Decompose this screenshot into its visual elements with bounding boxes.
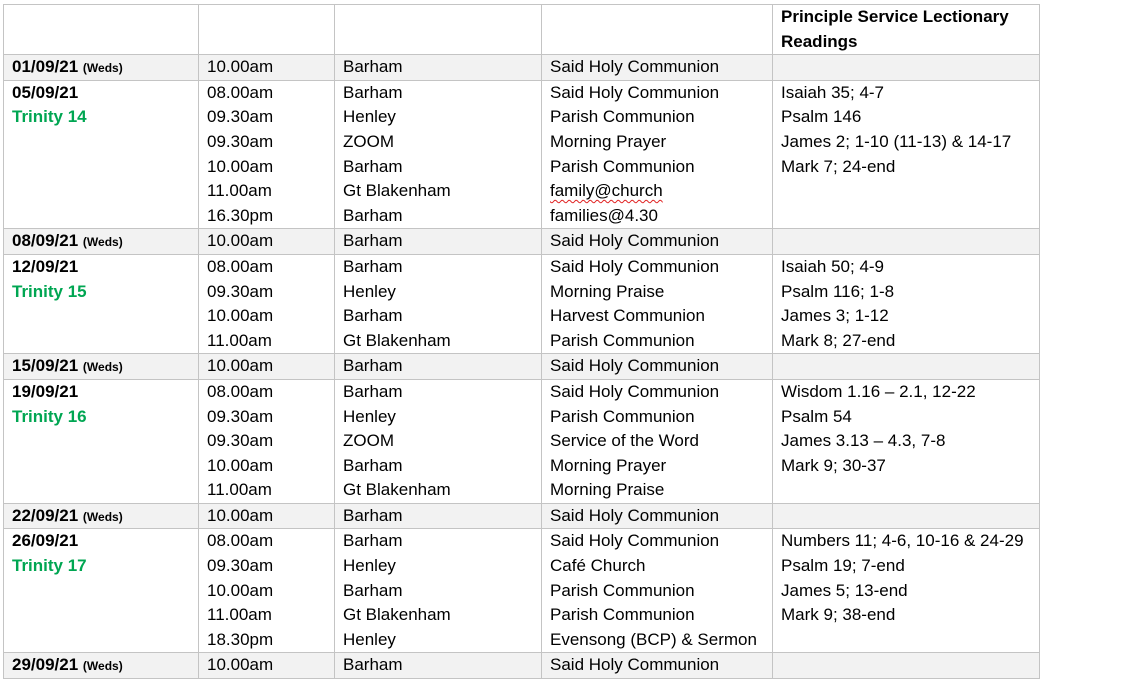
header-row xyxy=(4,5,1040,55)
midweek-row xyxy=(4,503,1040,529)
service-cell xyxy=(542,254,773,353)
service-place: Barham xyxy=(343,156,403,176)
service-name: Said Holy Communion xyxy=(550,531,720,551)
service-cell xyxy=(542,354,773,380)
service-time: 10.00am xyxy=(207,455,274,475)
readings-cell xyxy=(773,653,1040,679)
service-name: Said Holy Communion xyxy=(550,256,720,276)
service-place: Barham xyxy=(343,82,403,102)
service-cell xyxy=(542,80,773,229)
place-cell xyxy=(335,503,542,529)
service-place: Henley xyxy=(343,107,396,127)
place-cell xyxy=(335,55,542,81)
service-place: Henley xyxy=(343,281,396,301)
midweek-row xyxy=(4,354,1040,380)
service-time: 08.00am xyxy=(207,256,274,276)
place-cell xyxy=(335,653,542,679)
service-time: 10.00am xyxy=(207,231,274,251)
service-name: Morning Praise xyxy=(550,281,665,301)
midweek-row xyxy=(4,229,1040,255)
service-place: Gt Blakenham xyxy=(343,181,451,201)
service-time: 08.00am xyxy=(207,381,274,401)
date-cell xyxy=(4,354,199,380)
service-place: Henley xyxy=(343,629,396,649)
reading: Isaiah 35; 4-7 xyxy=(781,82,885,102)
time-cell xyxy=(199,80,335,229)
service-name: Evensong (BCP) & Sermon xyxy=(550,629,757,649)
date-line xyxy=(12,354,190,379)
service-place: Barham xyxy=(343,205,403,225)
readings-cell xyxy=(773,80,1040,229)
date-cell xyxy=(4,379,199,503)
date-label: 01/09/21 xyxy=(12,57,79,77)
service-place: Barham xyxy=(343,455,403,475)
sunday-name: Trinity 15 xyxy=(12,281,87,301)
place-cell xyxy=(335,379,542,503)
service-place: Barham xyxy=(343,356,403,376)
date-label: 19/09/21 xyxy=(12,381,79,401)
time-cell xyxy=(199,529,335,653)
readings-cell xyxy=(773,379,1040,503)
reading: Mark 8; 27-end xyxy=(781,330,896,350)
weekday-tag: (Weds) xyxy=(82,659,123,674)
service-time: 10.00am xyxy=(207,306,274,326)
sunday-row xyxy=(4,529,1040,653)
service-time: 08.00am xyxy=(207,82,274,102)
service-time: 09.30am xyxy=(207,556,274,576)
service-name: Said Holy Communion xyxy=(550,231,720,251)
sunday-name: Trinity 16 xyxy=(12,406,87,426)
service-time: 18.30pm xyxy=(207,629,274,649)
header-cell-time xyxy=(199,5,335,55)
service-name: Harvest Communion xyxy=(550,306,705,326)
service-time: 10.00am xyxy=(207,655,274,675)
readings-cell xyxy=(773,254,1040,353)
service-place: Gt Blakenham xyxy=(343,605,451,625)
service-name: Parish Communion xyxy=(550,330,695,350)
service-time: 10.00am xyxy=(207,580,274,600)
date-cell xyxy=(4,529,199,653)
date-line xyxy=(12,55,190,80)
service-name: Parish Communion xyxy=(550,406,695,426)
date-cell xyxy=(4,653,199,679)
date-label: 12/09/21 xyxy=(12,256,79,276)
time-cell xyxy=(199,55,335,81)
service-place: Gt Blakenham xyxy=(343,330,451,350)
time-cell xyxy=(199,653,335,679)
service-place: Barham xyxy=(343,57,403,77)
time-cell xyxy=(199,379,335,503)
time-cell xyxy=(199,229,335,255)
date-line xyxy=(12,653,190,678)
place-cell xyxy=(335,354,542,380)
service-place: Barham xyxy=(343,256,403,276)
readings-cell xyxy=(773,354,1040,380)
readings-cell xyxy=(773,55,1040,81)
service-name: Morning Praise xyxy=(550,480,665,500)
reading: Mark 7; 24-end xyxy=(781,156,896,176)
service-time: 10.00am xyxy=(207,57,274,77)
weekday-tag: (Weds) xyxy=(82,61,123,76)
service-place: Henley xyxy=(343,556,396,576)
service-place: Barham xyxy=(343,580,403,600)
date-cell xyxy=(4,55,199,81)
service-schedule-table xyxy=(3,4,1040,679)
reading: Psalm 146 xyxy=(781,107,862,127)
reading: Isaiah 50; 4-9 xyxy=(781,256,885,276)
header-cell-place xyxy=(335,5,542,55)
service-name: Parish Communion xyxy=(550,156,695,176)
weekday-tag: (Weds) xyxy=(82,360,123,375)
reading: Mark 9; 30-37 xyxy=(781,455,886,475)
time-cell xyxy=(199,254,335,353)
weekday-tag: (Weds) xyxy=(82,509,123,524)
reading: James 2; 1-10 (11-13) & 14-17 xyxy=(781,131,1012,151)
date-label: 22/09/21 xyxy=(12,505,79,525)
reading: Wisdom 1.16 – 2.1, 12-22 xyxy=(781,381,976,401)
service-name: Said Holy Communion xyxy=(550,655,720,675)
midweek-row xyxy=(4,55,1040,81)
header-cell-date xyxy=(4,5,199,55)
sunday-row xyxy=(4,379,1040,503)
service-name: Said Holy Communion xyxy=(550,381,720,401)
time-cell xyxy=(199,354,335,380)
service-time: 10.00am xyxy=(207,356,274,376)
service-time: 09.30am xyxy=(207,107,274,127)
service-time: 09.30am xyxy=(207,431,274,451)
date-label: 26/09/21 xyxy=(12,531,79,551)
service-place: ZOOM xyxy=(343,431,394,451)
reading: James 3.13 – 4.3, 7-8 xyxy=(781,431,946,451)
date-label: 05/09/21 xyxy=(12,82,79,102)
reading: Mark 9; 38-end xyxy=(781,605,896,625)
service-time: 11.00am xyxy=(207,330,272,350)
service-name: Morning Prayer xyxy=(550,131,667,151)
service-time: 09.30am xyxy=(207,131,274,151)
service-place: Barham xyxy=(343,231,403,251)
place-cell xyxy=(335,254,542,353)
service-name: Said Holy Communion xyxy=(550,505,720,525)
header-cell-service xyxy=(542,5,773,55)
service-time: 10.00am xyxy=(207,505,274,525)
service-place: Barham xyxy=(343,505,403,525)
service-name: Said Holy Communion xyxy=(550,57,720,77)
service-name: Café Church xyxy=(550,556,646,576)
readings-cell xyxy=(773,229,1040,255)
date-label: 29/09/21 xyxy=(12,655,79,675)
date-line xyxy=(12,229,190,254)
reading: Psalm 116; 1-8 xyxy=(781,281,895,301)
date-cell xyxy=(4,503,199,529)
sunday-row xyxy=(4,80,1040,229)
service-cell xyxy=(542,379,773,503)
weekday-tag: (Weds) xyxy=(82,235,123,250)
service-cell xyxy=(542,529,773,653)
service-cell xyxy=(542,653,773,679)
header-readings-title: Principle Service Lectionary Readings xyxy=(773,5,1040,55)
service-name: Said Holy Communion xyxy=(550,356,720,376)
reading: Numbers 11; 4-6, 10-16 & 24-29 xyxy=(781,531,1024,551)
date-line xyxy=(12,81,190,106)
place-cell xyxy=(335,229,542,255)
service-time: 08.00am xyxy=(207,531,274,551)
place-cell xyxy=(335,80,542,229)
service-name: Parish Communion xyxy=(550,580,695,600)
service-name: families@4.30 xyxy=(550,205,658,225)
sunday-row xyxy=(4,254,1040,353)
date-line xyxy=(12,255,190,280)
service-name: family@church xyxy=(550,181,663,201)
schedule-body xyxy=(4,5,1040,679)
service-time: 11.00am xyxy=(207,605,272,625)
service-cell xyxy=(542,503,773,529)
date-cell xyxy=(4,229,199,255)
service-cell xyxy=(542,229,773,255)
place-cell xyxy=(335,529,542,653)
sunday-name: Trinity 14 xyxy=(12,107,87,127)
service-place: Barham xyxy=(343,655,403,675)
service-time: 10.00am xyxy=(207,156,274,176)
service-cell xyxy=(542,55,773,81)
sunday-name: Trinity 17 xyxy=(12,556,87,576)
service-name: Said Holy Communion xyxy=(550,82,720,102)
reading: James 5; 13-end xyxy=(781,580,908,600)
date-label: 15/09/21 xyxy=(12,356,79,376)
date-label: 08/09/21 xyxy=(12,231,79,251)
service-time: 09.30am xyxy=(207,281,274,301)
date-cell xyxy=(4,254,199,353)
service-time: 11.00am xyxy=(207,480,272,500)
service-time: 09.30am xyxy=(207,406,274,426)
service-place: Barham xyxy=(343,381,403,401)
readings-cell xyxy=(773,503,1040,529)
date-line xyxy=(12,380,190,405)
service-place: ZOOM xyxy=(343,131,394,151)
reading: Psalm 19; 7-end xyxy=(781,556,905,576)
date-line xyxy=(12,504,190,529)
service-name: Parish Communion xyxy=(550,605,695,625)
service-place: Barham xyxy=(343,531,403,551)
service-place: Barham xyxy=(343,306,403,326)
service-name: Service of the Word xyxy=(550,431,699,451)
service-name: Morning Prayer xyxy=(550,455,667,475)
date-line xyxy=(12,529,190,554)
service-place: Gt Blakenham xyxy=(343,480,451,500)
reading: James 3; 1-12 xyxy=(781,306,889,326)
service-place: Henley xyxy=(343,406,396,426)
service-time: 16.30pm xyxy=(207,205,274,225)
service-name: Parish Communion xyxy=(550,107,695,127)
time-cell xyxy=(199,503,335,529)
readings-cell xyxy=(773,529,1040,653)
midweek-row xyxy=(4,653,1040,679)
date-cell xyxy=(4,80,199,229)
reading: Psalm 54 xyxy=(781,406,852,426)
service-time: 11.00am xyxy=(207,181,272,201)
